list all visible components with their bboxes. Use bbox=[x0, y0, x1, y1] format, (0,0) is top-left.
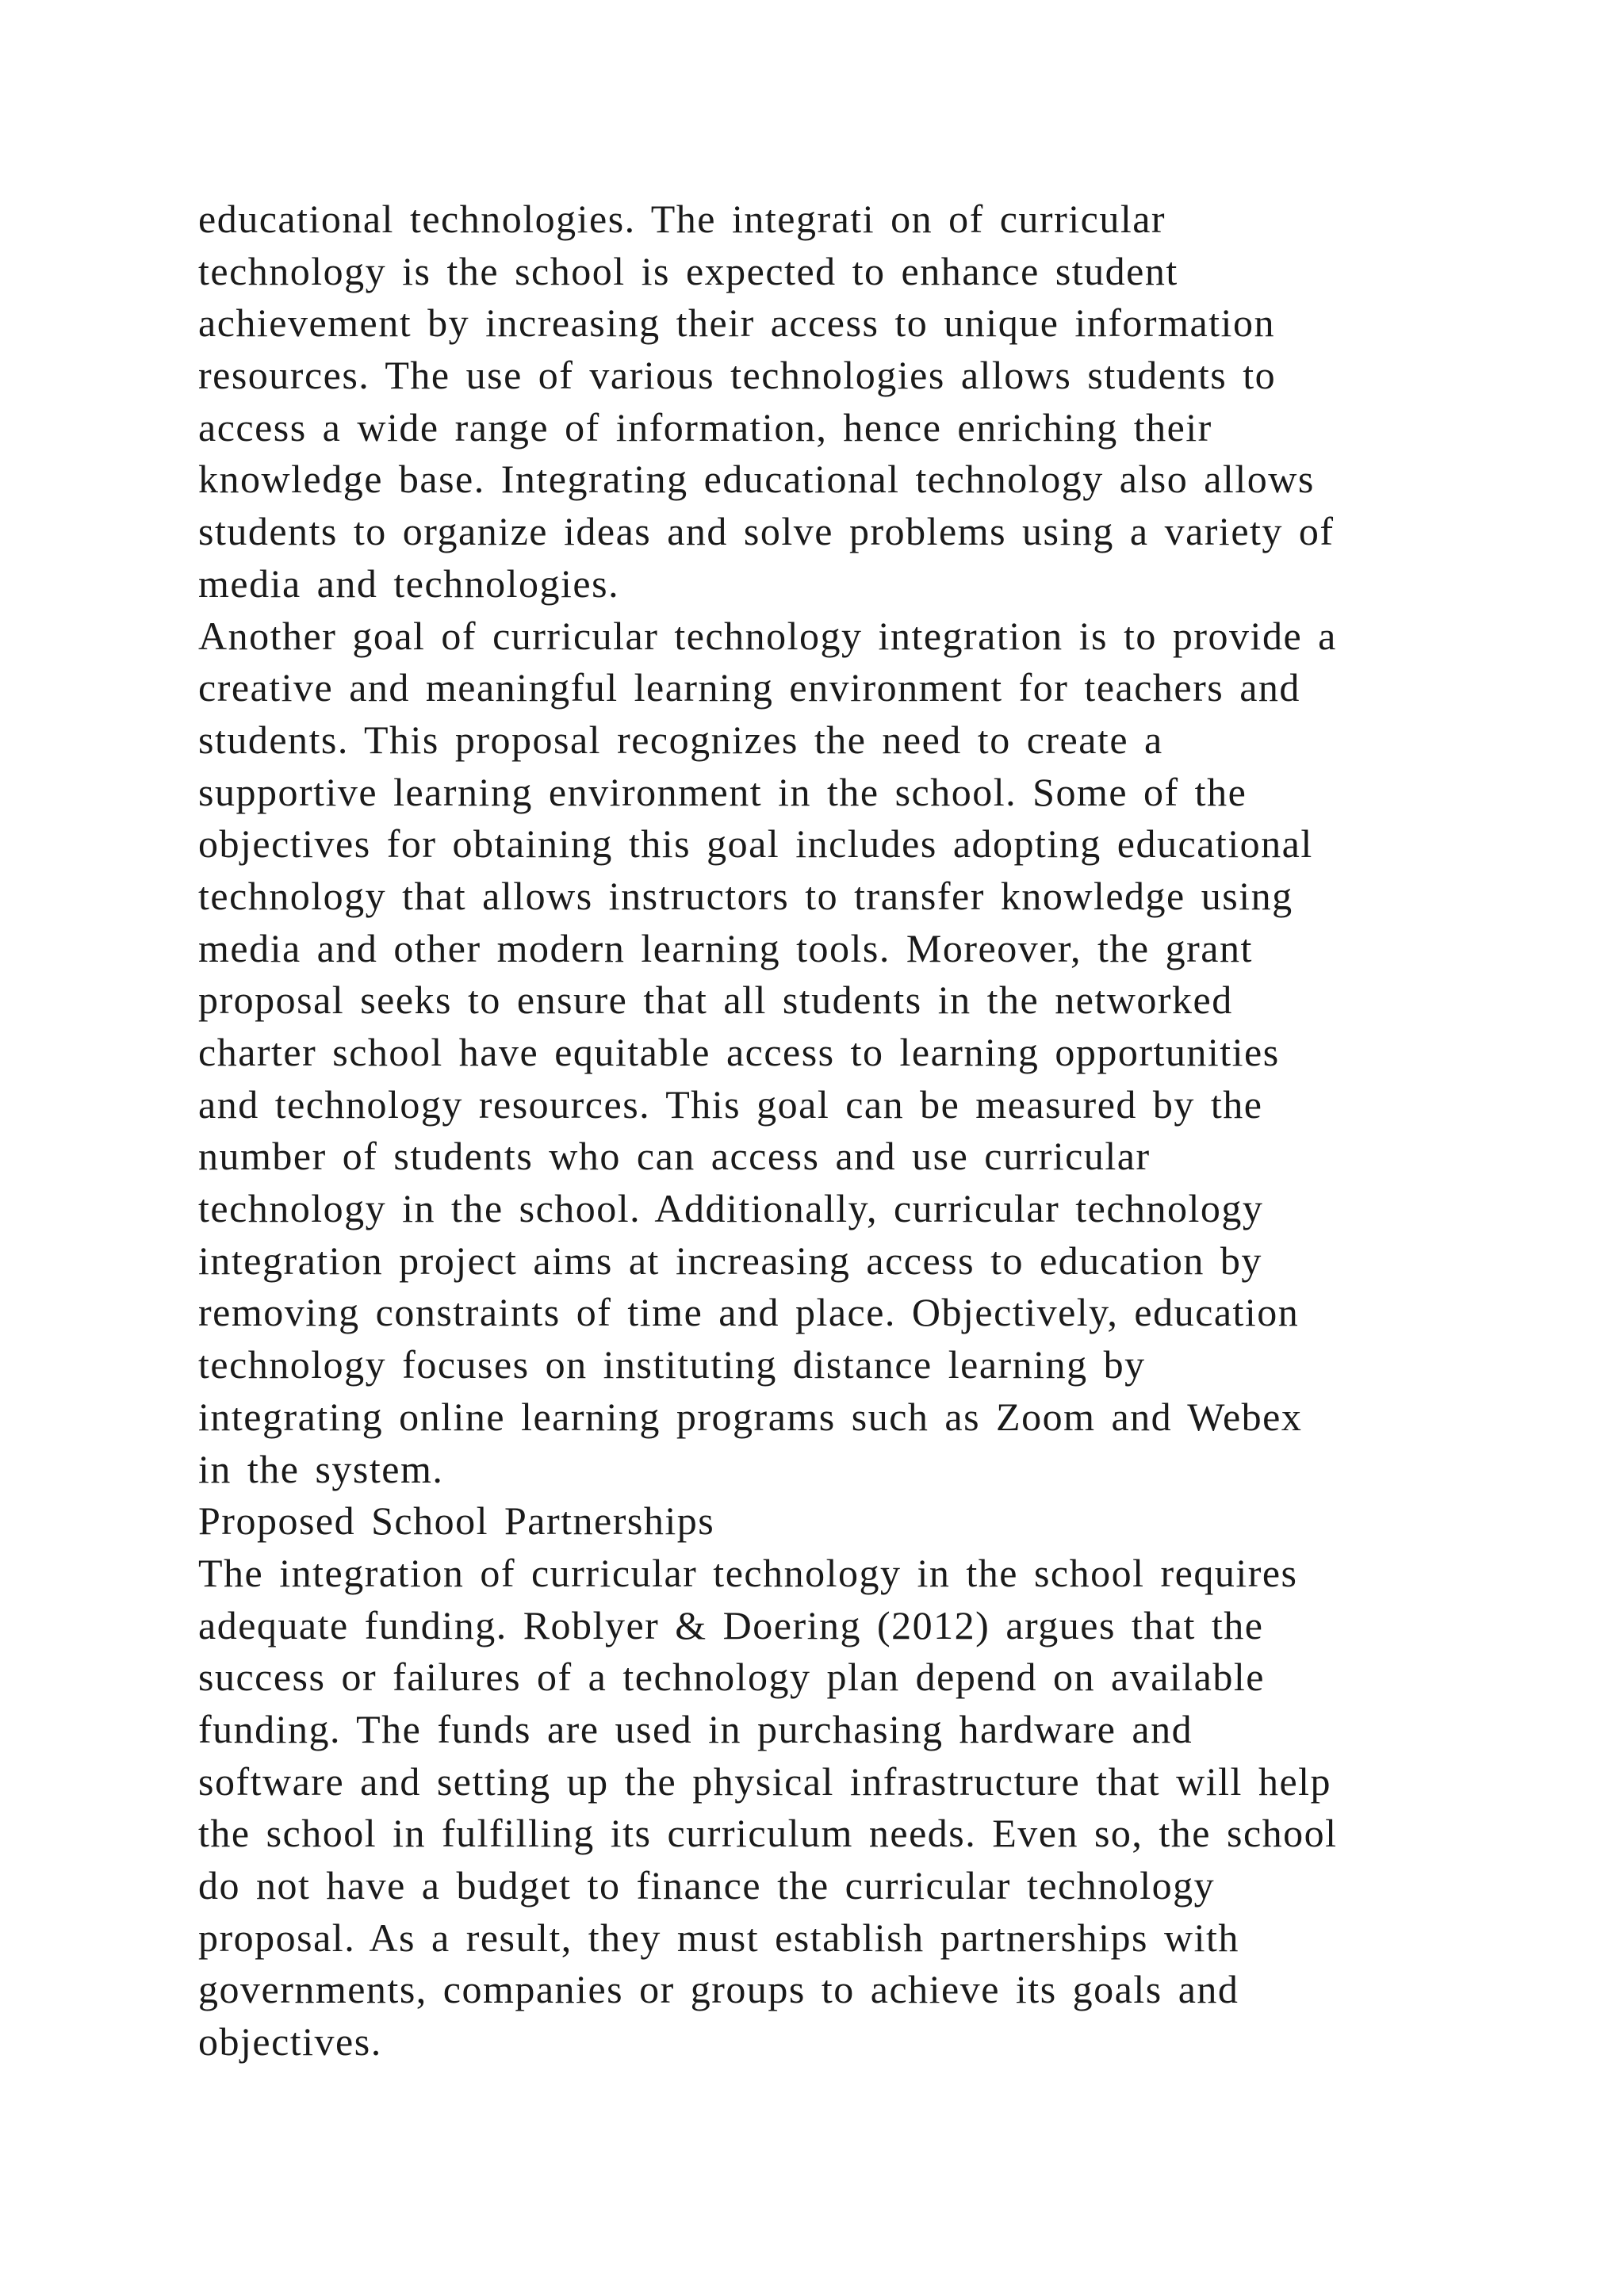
text-line: technology is the school is expected to enhance student bbox=[198, 248, 1178, 293]
text-line: number of students who can access and use curricular bbox=[198, 1134, 1151, 1179]
text-line: resources. The use of various technologies allows students to bbox=[198, 353, 1277, 398]
text-line: creative and meaningful learning environment for teachers and bbox=[198, 665, 1300, 710]
text-line: technology focuses on instituting distance learning by bbox=[198, 1342, 1146, 1387]
text-line: objectives. bbox=[198, 2019, 382, 2064]
text-line: educational technologies. The integrati on of curricular bbox=[198, 197, 1166, 241]
text-line: the school in fulfilling its curriculum needs. Even so, the school bbox=[198, 1811, 1338, 1856]
text-line: achievement by increasing their access to unique information bbox=[198, 300, 1275, 346]
text-line: proposal. As a result, they must establish partnerships with bbox=[198, 1915, 1239, 1960]
text-line: governments, companies or groups to achieve its goals and bbox=[198, 1967, 1239, 2012]
text-line: Another goal of curricular technology integration is to provide a bbox=[198, 613, 1337, 658]
text-line: technology in the school. Additionally, curricular technology bbox=[198, 1186, 1264, 1231]
section-heading: Proposed School Partnerships bbox=[198, 1498, 715, 1544]
text-line: removing constraints of time and place. Objectively, education bbox=[198, 1290, 1300, 1335]
text-line: media and technologies. bbox=[198, 561, 620, 606]
text-line: adequate funding. Roblyer & Doering (2012) argues that the bbox=[198, 1602, 1264, 1647]
document-body bbox=[198, 193, 1467, 2068]
text-line: technology that allows instructors to transfer knowledge using bbox=[198, 873, 1293, 918]
text-line: The integration of curricular technology in the school requires bbox=[198, 1550, 1298, 1595]
text-line: funding. The funds are used in purchasing hardware and bbox=[198, 1706, 1193, 1751]
text-line: students. This proposal recognizes the need to create a bbox=[198, 717, 1163, 762]
text-line: success or failures of a technology plan depend on available bbox=[198, 1655, 1265, 1700]
text-line: do not have a budget to finance the curricular technology bbox=[198, 1863, 1216, 1908]
text-line: integration project aims at increasing access to education by bbox=[198, 1238, 1262, 1283]
text-line: in the system. bbox=[198, 1446, 444, 1491]
text-line: proposal seeks to ensure that all students in the networked bbox=[198, 978, 1233, 1023]
text-line: integrating online learning programs such as Zoom and Webex bbox=[198, 1394, 1303, 1439]
text-line: and technology resources. This goal can be measured by the bbox=[198, 1081, 1263, 1127]
text-line: software and setting up the physical infrastructure that will help bbox=[198, 1758, 1332, 1804]
text-line: access a wide range of information, hence enriching their bbox=[198, 404, 1212, 450]
text-line: students to organize ideas and solve problems using a variety of bbox=[198, 509, 1335, 554]
text-line: knowledge base. Integrating educational technology also allows bbox=[198, 457, 1315, 502]
text-line: charter school have equitable access to learning opportunities bbox=[198, 1030, 1280, 1074]
text-line: objectives for obtaining this goal includes adopting educational bbox=[198, 821, 1313, 867]
text-line: media and other modern learning tools. Moreover, the grant bbox=[198, 925, 1253, 970]
text-line: supportive learning environment in the school. Some of the bbox=[198, 769, 1247, 814]
